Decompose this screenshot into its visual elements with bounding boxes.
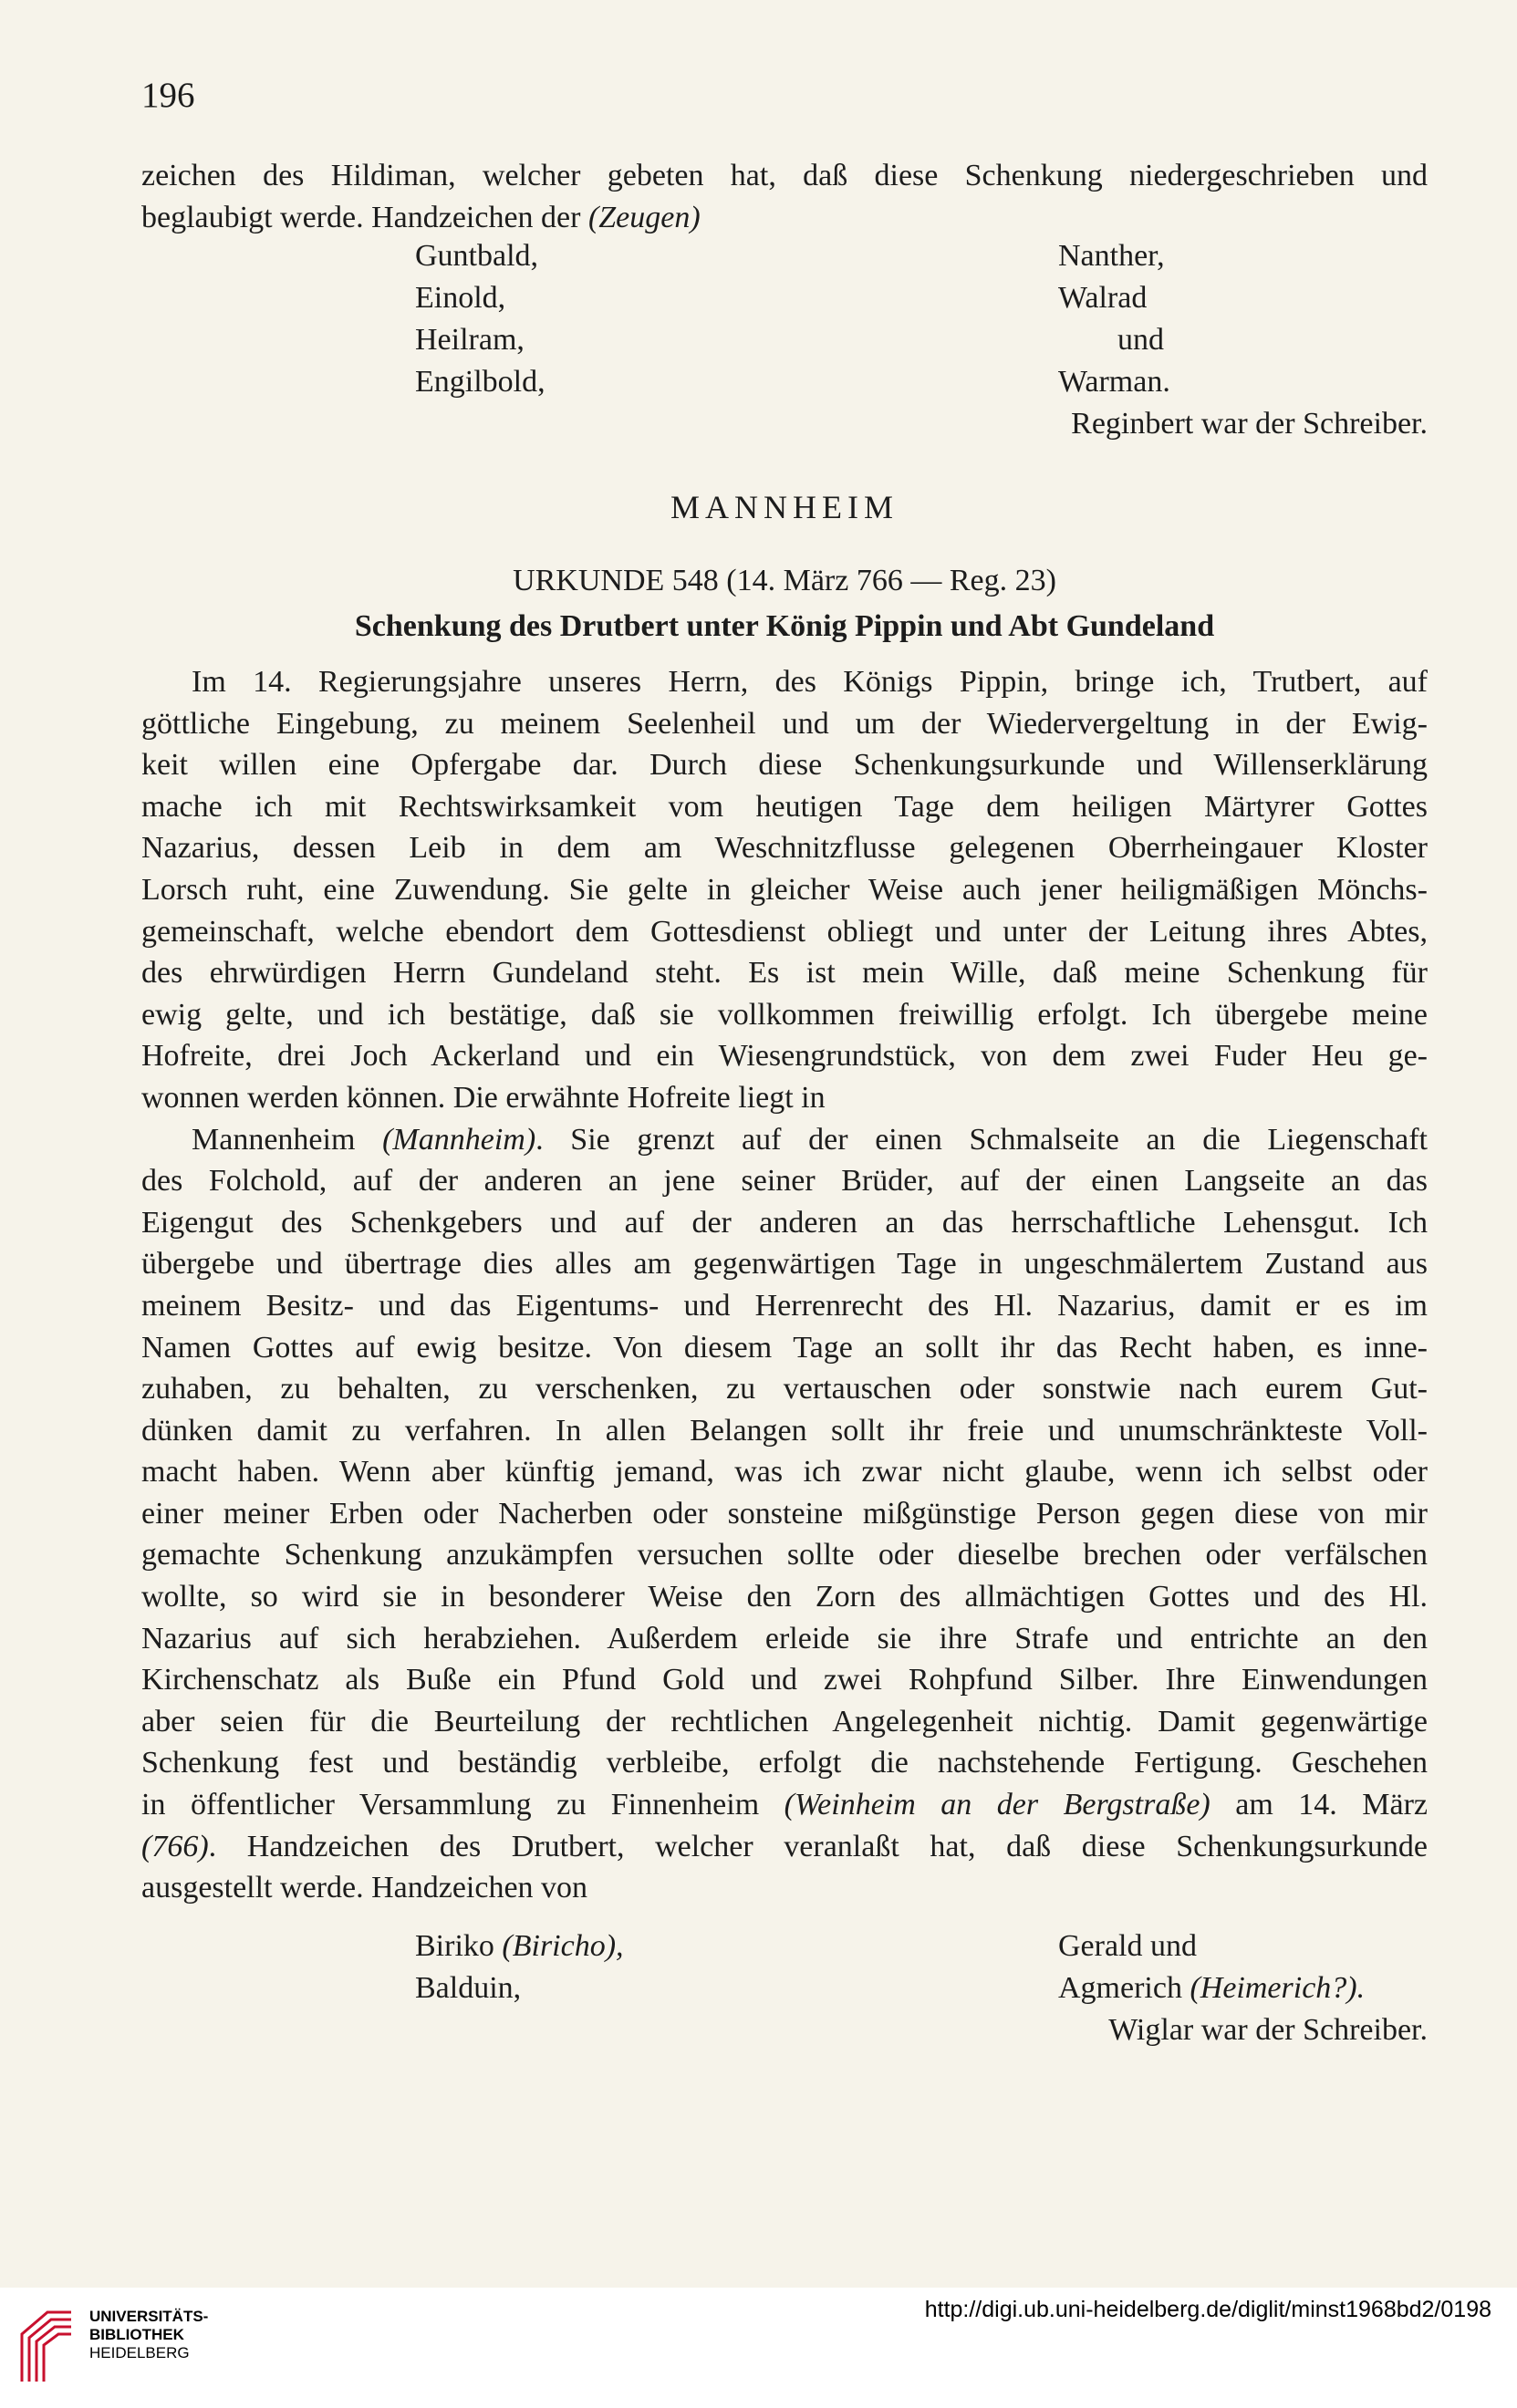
witness-name: Heilram, bbox=[415, 323, 525, 357]
section-title: MANNHEIM bbox=[670, 489, 899, 525]
witness-name: Nanther, bbox=[1058, 239, 1165, 273]
text-line: aber seien für die Beurteilung der rechtlichen Angelegenheit nichtig. Damit gegenwärtige bbox=[141, 1704, 1428, 1739]
place-name: Mannenheim bbox=[192, 1122, 383, 1157]
text-line: Hofreite, drei Joch Ackerland und ein Wiesengrundstück, von dem zwei Fuder Heu ge- bbox=[141, 1039, 1428, 1074]
witness-name: Walrad bbox=[1058, 281, 1148, 315]
text-line: übergebe und übertrage dies alles am gegenwärtigen Tage in ungeschmälertem Zustand aus bbox=[141, 1247, 1428, 1282]
text-line: keit willen eine Opfergabe dar. Durch diese Schenkungsurkunde und Willenserklärung bbox=[141, 748, 1428, 783]
document-title: Schenkung des Drutbert unter König Pippin und Abt Gundeland bbox=[354, 609, 1215, 643]
text-line: Schenkung fest und beständig verbleibe, erfolgt die nachstehende Fertigung. Geschehen bbox=[141, 1746, 1428, 1780]
closing-line: ausgestellt werde. Handzeichen von bbox=[141, 1871, 588, 1905]
text-line: göttliche Eingebung, zu meinem Seelenheil und um der Wiedervergeltung in der Ewig- bbox=[141, 706, 1428, 741]
line-text: in öffentlicher Versammlung zu Finnenheim bbox=[141, 1788, 784, 1822]
finnenheim-line bbox=[141, 1784, 1428, 1826]
main-paragraph bbox=[141, 661, 1428, 1909]
text-line: des Folchold, auf der anderen an jene seiner Brüder, auf der einen Langseite an das bbox=[141, 1164, 1428, 1199]
witness-alt-name: (Biricho), bbox=[502, 1929, 624, 1963]
library-name-line: UNIVERSITÄTS- bbox=[89, 2308, 209, 2325]
library-logo-icon bbox=[16, 2303, 77, 2387]
witness-name-text: Biriko bbox=[415, 1929, 503, 1963]
text-line: des ehrwürdigen Herrn Gundeland steht. Es ist mein Wille, daß meine Schenkung für bbox=[141, 956, 1428, 991]
witness-name: Gerald und bbox=[1058, 1929, 1198, 1963]
text-line: wonnen werden können. Die erwähnte Hofreite liegt in bbox=[141, 1080, 826, 1115]
text-line: dünken damit zu verfahren. In allen Belangen sollt ihr freie und unumschränkteste Voll- bbox=[141, 1413, 1428, 1448]
text-line: Im 14. Regierungsjahre unseres Herrn, des Königs Pippin, bringe ich, Trutbert, auf bbox=[192, 665, 1428, 699]
text-line: gemeinschaft, welche ebendort dem Gottesdienst obliegt und unter der Leitung ihres Abtes, bbox=[141, 914, 1428, 949]
text-line: Eigengut des Schenkgebers und auf der anderen an das herrschaftliche Lehensgut. Ich bbox=[141, 1205, 1428, 1240]
witness-label: (Zeugen) bbox=[587, 200, 701, 234]
text-line: zuhaben, zu behalten, zu verschenken, zu vertauschen oder sonstwie nach eurem Gut- bbox=[141, 1372, 1428, 1406]
lead-line-2 bbox=[141, 197, 1428, 239]
witness-name bbox=[1058, 1971, 1365, 2006]
witness-name: Einold, bbox=[415, 281, 506, 315]
text-line: ewig gelte, und ich bestätige, daß sie vollkommen freiwillig erfolgt. Ich übergebe meine bbox=[141, 997, 1428, 1032]
witness-name: Balduin, bbox=[415, 1971, 522, 2005]
text-line: wollte, so wird sie in besonderer Weise den Zorn des allmächtigen Gottes und des Hl. bbox=[141, 1580, 1428, 1614]
place-modern-name: (Mannheim) bbox=[382, 1122, 536, 1157]
line-text: . Handzeichen des Drutbert, welcher veranlaßt hat, daß diese Schenkungsurkunde bbox=[208, 1829, 1428, 1863]
scribe-note: Wiglar war der Schreiber. bbox=[1108, 2013, 1428, 2047]
mannheim-line bbox=[141, 1119, 1428, 1161]
library-name-line: BIBLIOTHEK bbox=[89, 2326, 184, 2343]
text-line: Lorsch ruht, eine Zuwendung. Sie gelte in gleicher Weise auch jener heiligmäßigen Mönchs- bbox=[141, 872, 1428, 907]
lead-line-2-text: beglaubigt werde. Handzeichen der bbox=[141, 200, 588, 234]
page-number: 196 bbox=[141, 76, 195, 115]
witness-name-text: Agmerich bbox=[1058, 1971, 1190, 2005]
library-name-line: HEIDELBERG bbox=[89, 2344, 190, 2361]
lead-paragraph bbox=[141, 155, 1428, 238]
date-line bbox=[141, 1826, 1428, 1868]
lead-line-1: zeichen des Hildiman, welcher gebeten hat, daß diese Schenkung niedergeschrieben und bbox=[141, 159, 1428, 192]
document-id: URKUNDE 548 (14. März 766 — Reg. 23) bbox=[513, 564, 1056, 597]
witness-name bbox=[415, 1929, 624, 1964]
witness-alt-name: (Heimerich?). bbox=[1190, 1971, 1366, 2005]
text-line: Kirchenschatz als Buße ein Pfund Gold und zwei Rohpfund Silber. Ihre Einwendungen bbox=[141, 1663, 1428, 1697]
place-line-rest: . Sie grenzt auf der einen Schmalseite an die Liegenschaft bbox=[535, 1122, 1428, 1157]
text-line: mache ich mit Rechtswirksamkeit vom heutigen Tage dem heiligen Märtyrer Gottes bbox=[141, 789, 1428, 824]
year: (766) bbox=[141, 1829, 209, 1863]
source-url-link[interactable]: http://digi.ub.uni-heidelberg.de/diglit/minst1968bd2/0198 bbox=[924, 2297, 1491, 2322]
witness-conjunction: und bbox=[1117, 323, 1164, 357]
modern-place-name: (Weinheim an der Bergstraße) bbox=[784, 1788, 1210, 1822]
text-line: gemachte Schenkung anzukämpfen versuchen sollte oder dieselbe brechen oder verfälschen bbox=[141, 1538, 1428, 1572]
witness-name: Guntbald, bbox=[415, 239, 539, 273]
witness-name: Engilbold, bbox=[415, 365, 545, 399]
witness-name: Warman. bbox=[1058, 365, 1170, 399]
text-line: macht haben. Wenn aber künftig jemand, was ich zwar nicht glaube, wenn ich selbst oder bbox=[141, 1455, 1428, 1489]
scribe-note: Reginbert war der Schreiber. bbox=[1071, 407, 1428, 441]
text-line: meinem Besitz- und das Eigentums- und Herrenrecht des Hl. Nazarius, damit er es im bbox=[141, 1288, 1428, 1323]
line-text: am 14. März bbox=[1210, 1788, 1428, 1822]
text-line: Nazarius, dessen Leib in dem am Weschnitzflusse gelegenen Oberrheingauer Kloster bbox=[141, 831, 1428, 866]
text-line: einer meiner Erben oder Nacherben oder sonsteine mißgünstige Person gegen diese von mir bbox=[141, 1496, 1428, 1531]
text-line: Nazarius auf sich herabziehen. Außerdem erleide sie ihre Strafe und entrichte an den bbox=[141, 1621, 1428, 1656]
text-line: Namen Gottes auf ewig besitze. Von diesem Tage an sollt ihr das Recht haben, es inne- bbox=[141, 1330, 1428, 1365]
